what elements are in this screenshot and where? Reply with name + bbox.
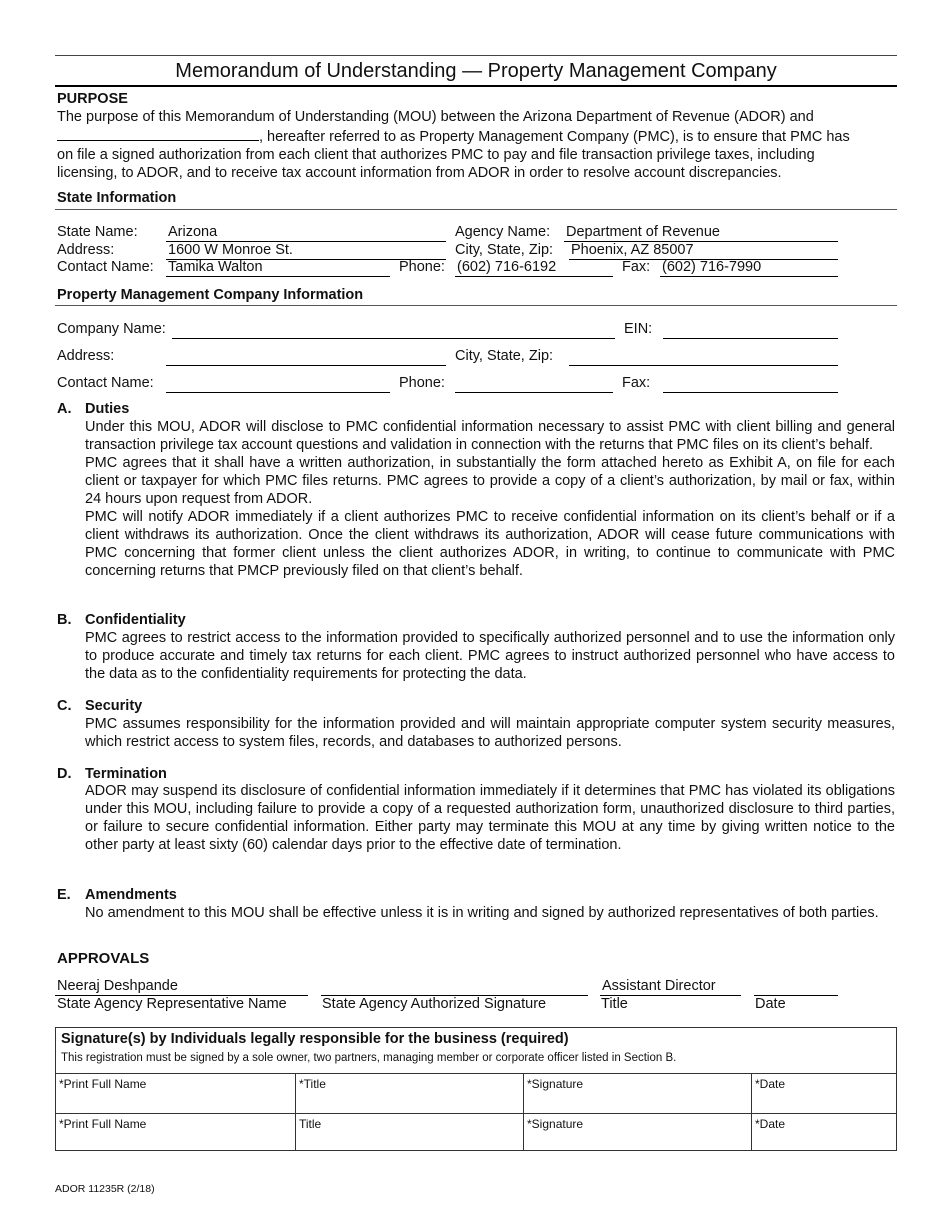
row2-print-name-field[interactable] xyxy=(56,1114,295,1150)
signature-table-subtext: This registration must be signed by a sole owner, two partners, managing member or corporate officer listed in Section B. xyxy=(61,1052,677,1064)
section-b-heading xyxy=(57,612,186,628)
section-b-body xyxy=(85,629,895,683)
section-e-body xyxy=(85,904,895,922)
section-a-body xyxy=(85,418,895,580)
pmc-fax-label: Fax: xyxy=(622,375,651,391)
section-d-heading xyxy=(57,766,167,782)
section-a-paragraph-2: PMC agrees that it shall have a written authorization, in substantially the form attached hereto as Exhibit A, on file for each client or taxpayer for which PMC files returns. PMC agrees to provide a copy of a client’s authorization, by mail or fax, within 24 hours upon request from ADOR. xyxy=(85,455,895,507)
section-c-body xyxy=(85,715,895,751)
signature-label: State Agency Authorized Signature xyxy=(322,996,547,1012)
row2-title-field[interactable] xyxy=(296,1114,523,1150)
rep-signature-field[interactable] xyxy=(321,978,588,996)
row2-date-label: *Date xyxy=(755,1117,786,1131)
fax-label: Fax: xyxy=(622,259,651,275)
city-state-zip-label: City, State, Zip: xyxy=(455,242,554,258)
section-a-paragraph-1: Under this MOU, ADOR will disclose to PMC confidential information necessary to assist PMC with client billing and general transaction privilege tax account questions and validation in connection with the returns that PMC files on its client’s behalf. xyxy=(85,419,895,453)
pmc-info-heading: Property Management Company Information xyxy=(57,287,364,303)
state-info-heading: State Information xyxy=(57,190,177,206)
purpose-heading: PURPOSE xyxy=(57,91,128,107)
row2-date-field[interactable] xyxy=(752,1114,896,1150)
row1-date-field[interactable] xyxy=(752,1074,896,1113)
state-name-field[interactable]: Arizona xyxy=(166,224,446,242)
company-name-field[interactable] xyxy=(172,321,615,339)
row1-date-label: *Date xyxy=(755,1077,786,1091)
purpose-line-2 xyxy=(57,126,895,146)
rep-title-field[interactable]: Assistant Director xyxy=(600,978,741,996)
row2-title-label: Title xyxy=(299,1117,322,1131)
section-d-body xyxy=(85,782,895,854)
pmc-phone-field[interactable] xyxy=(455,375,613,393)
row1-signature-label: *Signature xyxy=(527,1077,584,1091)
row1-print-name-field[interactable] xyxy=(56,1074,295,1113)
section-c-heading xyxy=(57,698,142,714)
state-name-label: State Name: xyxy=(57,224,138,240)
pmc-phone-label: Phone: xyxy=(399,375,445,391)
section-a-title: Duties xyxy=(85,401,130,417)
address-label: Address: xyxy=(57,242,115,258)
pmc-fax-field[interactable] xyxy=(663,375,838,393)
section-b-letter: B. xyxy=(57,612,72,628)
section-e-paragraph-1: No amendment to this MOU shall be effective unless it is in writing and signed by authorized representatives of both parties. xyxy=(85,905,879,921)
phone-label: Phone: xyxy=(399,259,445,275)
purpose-line-1: The purpose of this Memorandum of Understanding (MOU) between the Arizona Department of Revenue (ADOR) and xyxy=(57,109,814,125)
row1-signature-field[interactable] xyxy=(524,1074,751,1113)
ein-field[interactable] xyxy=(663,321,838,339)
section-a-letter: A. xyxy=(57,401,72,417)
rep-date-field[interactable] xyxy=(754,978,838,996)
rep-name-field[interactable]: Neeraj Deshpande xyxy=(55,978,308,996)
section-c-letter: C. xyxy=(57,698,72,714)
form-title: Memorandum of Understanding — Property Management Company xyxy=(175,60,777,82)
purpose-line-3: on file a signed authorization from each client that authorizes PMC to pay and file transaction privilege taxes, including xyxy=(57,147,815,163)
purpose-line-4: licensing, to ADOR, and to receive tax account information from ADOR in order to resolve account discrepancies. xyxy=(57,165,782,181)
form-footer: ADOR 11235R (2/18) xyxy=(55,1183,155,1195)
purpose-text xyxy=(57,108,895,182)
section-b-title: Confidentiality xyxy=(85,612,186,628)
fax-field[interactable]: (602) 716-7990 xyxy=(660,259,838,277)
contact-name-label: Contact Name: xyxy=(57,259,154,275)
section-d-paragraph-1: ADOR may suspend its disclosure of confidential information immediately if it determines that PMC has violated its obligations under this MOU, including failure to provide a copy of a requested authorization form, unauthorized disclosure to third parties, or failure to secure confidential information. Either party may terminate this MOU at any time by giving written notice to the other party at least sixty (60) calendar days prior to the effective date of termination. xyxy=(85,783,895,853)
row1-print-name-label: *Print Full Name xyxy=(59,1077,147,1091)
agency-name-label: Agency Name: xyxy=(455,224,551,240)
approvals-heading: APPROVALS xyxy=(57,950,150,967)
pmc-contact-field[interactable] xyxy=(166,375,390,393)
title-rule xyxy=(55,85,897,87)
signature-table-heading: Signature(s) by Individuals legally responsible for the business (required) xyxy=(61,1031,569,1047)
contact-name-field[interactable]: Tamika Walton xyxy=(166,259,390,277)
section-e-heading xyxy=(57,887,177,903)
state-info-rule xyxy=(55,209,897,210)
section-d-letter: D. xyxy=(57,766,72,782)
city-state-zip-field[interactable]: Phoenix, AZ 85007 xyxy=(569,242,838,260)
address-field[interactable]: 1600 W Monroe St. xyxy=(166,242,446,260)
signature-table xyxy=(55,1027,897,1151)
pmc-info-rule xyxy=(55,305,897,306)
section-e-letter: E. xyxy=(57,887,71,903)
company-name-label: Company Name: xyxy=(57,321,166,337)
agency-name-field[interactable]: Department of Revenue xyxy=(564,224,838,242)
purpose-line-2-text: , hereafter referred to as Property Management Company (PMC), is to ensure that PMC has xyxy=(259,129,850,145)
section-c-title: Security xyxy=(85,698,143,714)
date-label: Date xyxy=(755,996,786,1012)
section-a-heading xyxy=(57,401,129,417)
row2-print-name-label: *Print Full Name xyxy=(59,1117,147,1131)
pmc-address-label: Address: xyxy=(57,348,115,364)
pmc-address-field[interactable] xyxy=(166,348,446,366)
ein-label: EIN: xyxy=(624,321,653,337)
section-e-title: Amendments xyxy=(85,887,177,903)
top-rule xyxy=(55,55,897,56)
pmc-city-field[interactable] xyxy=(569,348,838,366)
pmc-contact-label: Contact Name: xyxy=(57,375,154,391)
section-c-paragraph-1: PMC assumes responsibility for the information provided and will maintain appropriate computer system security measures, which restrict access to system files, records, and databases to authorized persons. xyxy=(85,716,895,750)
phone-field[interactable]: (602) 716-6192 xyxy=(455,259,613,277)
section-b-paragraph-1: PMC agrees to restrict access to the information provided to specifically authorized personnel and to use the information only to produce accurate and timely tax returns for each client. PMC agrees to instruct authorized personnel who have access to the data as to the confidentiality requirements for protecting the data. xyxy=(85,630,895,682)
rep-name-label: State Agency Representative Name xyxy=(57,996,287,1012)
pmc-name-blank[interactable] xyxy=(57,126,259,141)
section-d-title: Termination xyxy=(85,766,167,782)
row1-title-field[interactable] xyxy=(296,1074,523,1113)
row1-title-label: *Title xyxy=(299,1077,326,1091)
row2-signature-label: *Signature xyxy=(527,1117,584,1131)
pmc-city-label: City, State, Zip: xyxy=(455,348,554,364)
row2-signature-field[interactable] xyxy=(524,1114,751,1150)
section-a-paragraph-3: PMC will notify ADOR immediately if a client authorizes PMC to receive confidential information on its client’s behalf or if a client withdraws its authorization. Once the client withdraws its authorization, ADOR will cease future communications with PMC concerning that former client unless the client authorizes ADOR, in writing, to continue to communicate with PMC concerning returns that PMCP previously filed on that client’s behalf. xyxy=(85,509,895,579)
title-label: Title xyxy=(601,996,628,1012)
